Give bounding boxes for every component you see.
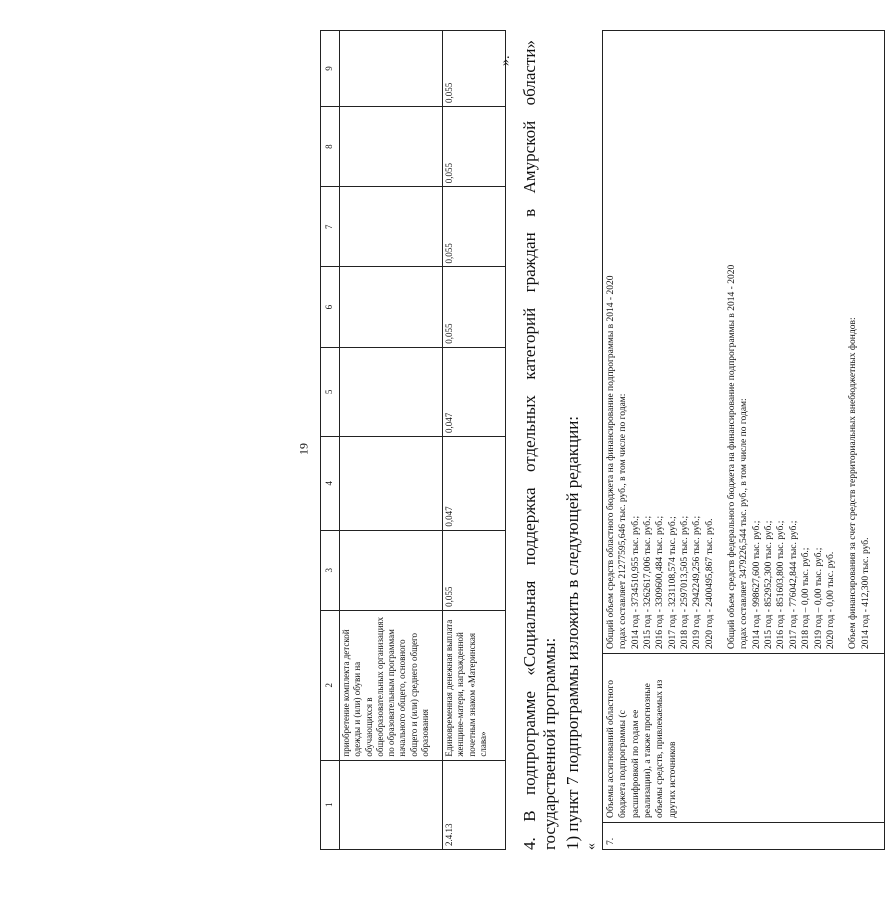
federal-year-line: 2017 год - 776042,844 тыс. руб.; bbox=[788, 520, 799, 649]
row-value bbox=[340, 530, 443, 610]
row-value bbox=[340, 347, 443, 436]
row-value: 0,047 bbox=[443, 347, 506, 436]
row-value bbox=[340, 31, 443, 107]
federal-budget-block bbox=[726, 35, 837, 649]
col-number-5: 5 bbox=[321, 347, 340, 436]
row-value: 0,055 bbox=[443, 187, 506, 267]
item-label: Объемы ассигнований областного бюджета подпрограммы (с расшифровкой по годам ее реализации), а также прогнозные объемы средств, привлекаемых из других источников bbox=[603, 654, 885, 823]
row-value: 0,055 bbox=[443, 530, 506, 610]
funds-year-line: 2014 год - 412,300 тыс. руб. bbox=[860, 537, 871, 649]
federal-year-line: 2014 год - 998627,600 тыс. руб.; bbox=[751, 520, 762, 649]
regional-year-line: 2018 год - 2597013,505 тыс. руб.; bbox=[680, 515, 691, 649]
opening-quote-mark: « bbox=[584, 843, 599, 850]
amendment-line-2: государственной программы: bbox=[539, 637, 559, 850]
federal-intro-line: годах составляет 3479226,544 тыс. руб., в том числе по годам: bbox=[739, 398, 750, 649]
regional-year-line: 2019 год - 2942249,256 тыс. руб.; bbox=[692, 515, 703, 649]
row-code bbox=[340, 760, 443, 849]
regional-year-line: 2020 год - 2400495,867 тыс. руб. bbox=[704, 518, 715, 649]
col-number-3: 3 bbox=[321, 530, 340, 610]
funding-table-continuation bbox=[320, 30, 506, 850]
regional-year-line: 2016 год - 3309600,484 тыс. руб.; bbox=[655, 515, 666, 649]
row-value bbox=[340, 436, 443, 530]
col-number-4: 4 bbox=[321, 436, 340, 530]
regional-year-line: 2017 год - 3231108,574 тыс. руб.; bbox=[667, 516, 678, 649]
row-value: 0,055 bbox=[443, 267, 506, 347]
federal-year-line: 2016 год - 851603,800 тыс. руб.; bbox=[776, 520, 787, 649]
item-funding-details bbox=[603, 31, 885, 654]
row-value bbox=[340, 106, 443, 186]
row-value: 0,055 bbox=[443, 31, 506, 107]
page-number: 19 bbox=[296, 443, 311, 455]
amendment-subitem: 1) пункт 7 подпрограммы изложить в следующей редакции: bbox=[563, 415, 582, 850]
federal-year-line: 2020 год - 0,00 тыс. руб. bbox=[825, 551, 836, 649]
subprogram-item-7-table bbox=[602, 30, 885, 850]
col-number-1: 1 bbox=[321, 760, 340, 849]
row-value bbox=[340, 187, 443, 267]
col-number-6: 6 bbox=[321, 267, 340, 347]
table-row bbox=[443, 31, 506, 850]
col-number-8: 8 bbox=[321, 106, 340, 186]
amendment-line-1: 4. В подпрограмме «Социальная поддержка отдельных категорий граждан в Амурской области» bbox=[520, 40, 539, 850]
col-number-9: 9 bbox=[321, 31, 340, 107]
table-row bbox=[340, 31, 443, 850]
regional-year-line: 2014 год - 3734510,955 тыс. руб.; bbox=[630, 515, 641, 649]
col-number-7: 7 bbox=[321, 187, 340, 267]
regional-intro-line: годах составляет 21277595,646 тыс. руб., в том числе по годам: bbox=[618, 393, 629, 649]
row-name: Единовременная денежная выплата женщине-матери, награжденной почетным знаком «Материнская слава» bbox=[443, 610, 506, 760]
row-value bbox=[340, 267, 443, 347]
column-number-row bbox=[321, 31, 340, 850]
rotated-document-sheet bbox=[320, 30, 871, 850]
federal-intro-line: Общий объем средств федерального бюджета на финансирование подпрограммы в 2014 - 2020 bbox=[727, 264, 738, 649]
regional-intro-line: Общий объем средств областного бюджета на финансирование подпрограммы в 2014 - 2020 bbox=[606, 275, 616, 649]
extrabudgetary-funds-block bbox=[847, 35, 872, 649]
federal-year-line: 2019 год – 0,00 тыс. руб.; bbox=[813, 547, 824, 649]
federal-year-line: 2015 год - 852952,300 тыс. руб.; bbox=[764, 520, 775, 649]
federal-year-line: 2018 год – 0,00 тыс. руб.; bbox=[801, 547, 812, 649]
regional-year-line: 2015 год - 3262617,006 тыс. руб.; bbox=[643, 515, 654, 649]
funds-intro-line: Объем финансирования за счет средств территориальных внебюджетных фондов: bbox=[848, 317, 859, 649]
closing-quote-mark: ». bbox=[498, 55, 513, 66]
row-name: приобретение комплекта детской одежды и (или) обуви на обучающихся в общеобразовательных организациях по образовательным программам начального общего, основного общего и (или) среднего общего образования bbox=[340, 610, 443, 760]
item-number: 7. bbox=[603, 823, 885, 850]
row-code: 2.4.13 bbox=[443, 760, 506, 849]
row-value: 0,055 bbox=[443, 106, 506, 186]
row-value: 0,047 bbox=[443, 436, 506, 530]
table-row bbox=[603, 31, 885, 850]
amendment-paragraph bbox=[520, 40, 559, 850]
regional-budget-block bbox=[605, 35, 716, 649]
col-number-2: 2 bbox=[321, 610, 340, 760]
